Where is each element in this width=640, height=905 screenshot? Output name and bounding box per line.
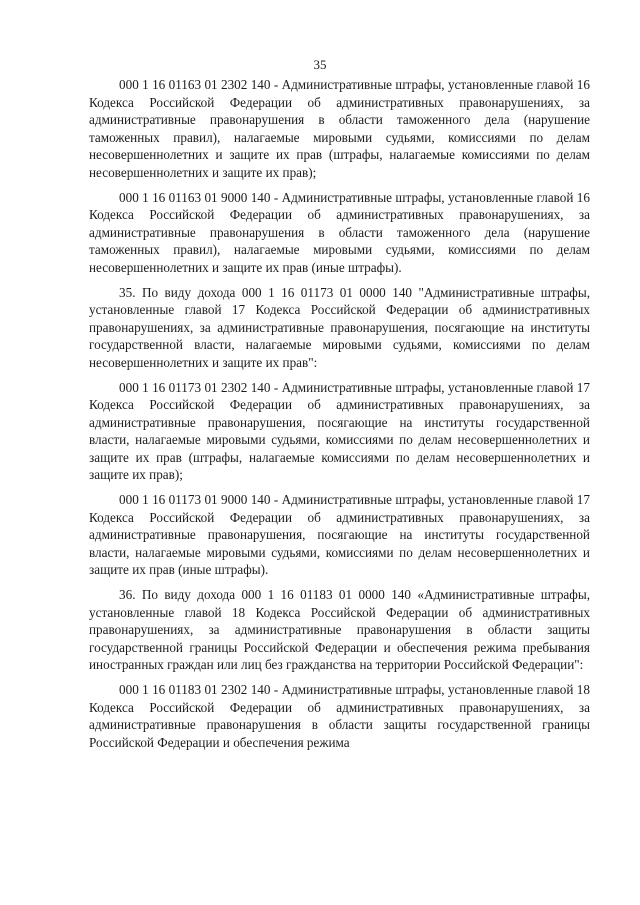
paragraph-code-16-01163-9000: 000 1 16 01163 01 9000 140 - Административные штрафы, установленные главой 16 Кодекса Российской Федерации об административных правонарушениях, за административные правонарушения в области таможенного дела (нарушение таможенных правил), налагаемые мировыми судьями, комиссиями по делам несовершеннолетних и защите их прав (иные штрафы). [89, 189, 590, 275]
paragraph-item-35: 35. По виду дохода 000 1 16 01173 01 0000 140 "Административные штрафы, установленные главой 17 Кодекса Российской Федерации об административных правонарушениях, за административные правонарушения, посягающие на институты государственной власти, налагаемые мировыми судьями, комиссиями по делам несовершеннолетних и защите их прав": [89, 284, 590, 370]
paragraph-item-36: 36. По виду дохода 000 1 16 01183 01 0000 140 «Административные штрафы, установленные главой 18 Кодекса Российской Федерации об административных правонарушениях, за административные правонарушения в области защиты государственной границы Российской Федерации и обеспечения режима пребывания иностранных граждан или лиц без гражданства на территории Российской Федерации": [89, 587, 590, 673]
paragraph-code-16-01173-9000: 000 1 16 01173 01 9000 140 - Административные штрафы, установленные главой 17 Кодекса Российской Федерации об административных правонарушениях, за административные правонарушения, посягающие на институты государственной власти, налагаемые мировыми судьями, комиссиями по делам несовершеннолетних и защите их прав (иные штрафы). [89, 492, 590, 578]
page-number: 35 [313, 57, 327, 72]
paragraph-code-16-01163-2302: 000 1 16 01163 01 2302 140 - Административные штрафы, установленные главой 16 Кодекса Российской Федерации об административных правонарушениях, за административные правонарушения в области таможенного дела (нарушение таможенных правил), налагаемые мировыми судьями, комиссиями по делам несовершеннолетних и защите их прав (штрафы, налагаемые комиссиями по делам несовершеннолетних и защите их прав); [89, 77, 590, 180]
paragraph-code-16-01183-2302: 000 1 16 01183 01 2302 140 - Административные штрафы, установленные главой 18 Кодекса Российской Федерации об административных правонарушениях, за административные правонарушения в области защиты государственной границы Российской Федерации и обеспечения режима [89, 682, 590, 750]
paragraph-code-16-01173-2302: 000 1 16 01173 01 2302 140 - Административные штрафы, установленные главой 17 Кодекса Российской Федерации об административных правонарушениях, за административные правонарушения, посягающие на институты государственной власти, налагаемые мировыми судьями, комиссиями по делам несовершеннолетних и защите их прав (штрафы, налагаемые комиссиями по делам несовершеннолетних и защите их прав); [89, 379, 590, 483]
document-body [89, 76, 590, 758]
